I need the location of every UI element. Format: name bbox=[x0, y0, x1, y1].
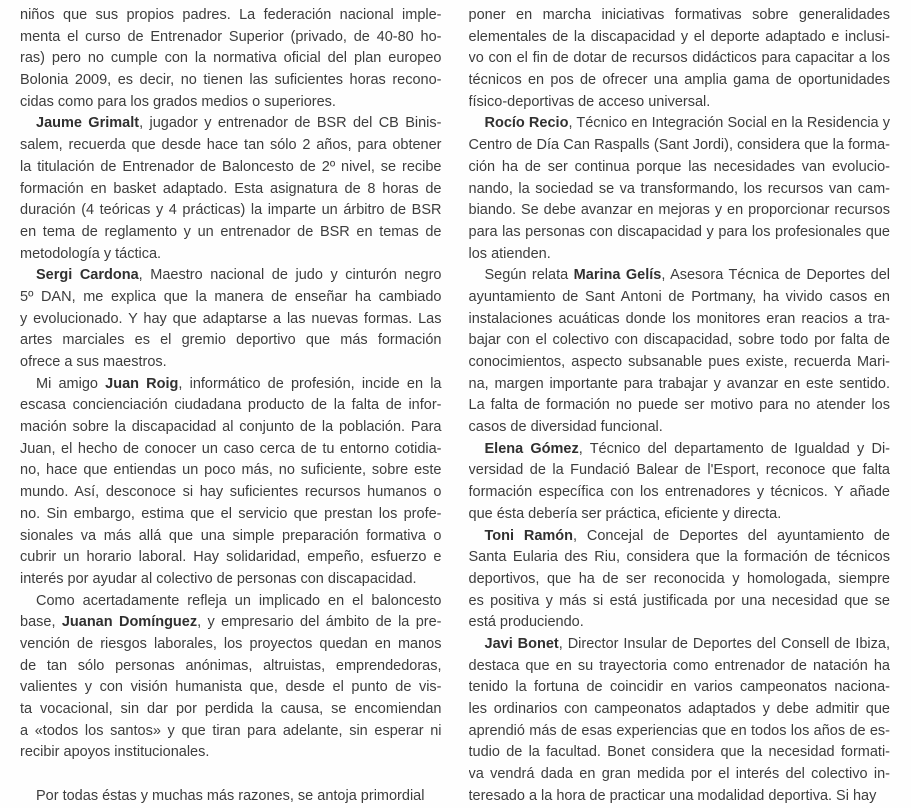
text-line bbox=[469, 200, 891, 222]
text-run: es positiva y más si está justificada por una necesidad que se bbox=[468, 592, 890, 609]
person-name: Javi Bonet bbox=[484, 635, 559, 652]
text-line bbox=[469, 526, 891, 548]
text-line bbox=[20, 482, 442, 504]
text-line bbox=[20, 504, 442, 526]
text-run: versidad de la Fundació Balear de l'Esport, reconoce que falta bbox=[468, 462, 890, 479]
text-line bbox=[20, 547, 442, 569]
text-run: no, hace que entiendas un poco más, no suficiente, sobre este bbox=[20, 462, 442, 479]
text-line bbox=[20, 721, 442, 743]
text-line bbox=[20, 634, 442, 656]
text-line bbox=[20, 526, 442, 548]
text-run: cubrir un horario laboral. Hay solidaridad, empeño, esfuerzo e bbox=[20, 549, 442, 566]
text-run: formación específica con los entrenadores y técnicos. Y añade bbox=[468, 484, 890, 501]
text-line bbox=[20, 27, 442, 49]
text-run: la titulación de Entrenador de Baloncesto de 2º nivel, se recibe bbox=[20, 158, 442, 175]
text-run: duración (4 teóricas y 4 prácticas) la imparte un árbitro de BSR bbox=[20, 202, 442, 219]
text-run: Como acertadamente refleja un implicado en el baloncesto bbox=[36, 592, 442, 609]
text-run: elementales de la discapacidad y el deporte adaptado e inclusi- bbox=[468, 28, 890, 45]
text-run: les ordinarios con campeonatos adaptados y debe admitir que bbox=[468, 701, 890, 717]
text-run: deportivos, que ha de ser reconocida y homologada, siempre bbox=[468, 570, 890, 587]
text-line bbox=[20, 374, 442, 396]
text-line bbox=[469, 374, 891, 396]
text-line bbox=[469, 417, 891, 439]
text-line bbox=[469, 569, 891, 591]
text-line bbox=[20, 92, 442, 114]
text-line bbox=[20, 287, 442, 309]
text-run: , y empresario del ámbito de la pre- bbox=[197, 614, 442, 631]
text-run: vención de riesgos laborales, los proyectos quedan en manos bbox=[20, 635, 442, 652]
text-line bbox=[20, 200, 442, 222]
text-run: no. Sin embargo, estima que el servicio que prestan los profe- bbox=[20, 505, 442, 522]
text-line bbox=[20, 612, 442, 634]
text-run: está produciendo. bbox=[468, 614, 584, 631]
text-line bbox=[469, 352, 891, 374]
text-line bbox=[469, 591, 891, 613]
text-run: , Maestro nacional de judo y cinturón negro bbox=[138, 267, 442, 284]
text-line bbox=[20, 460, 442, 482]
text-run: formación en basket adaptado. Esta asignatura de 8 horas de bbox=[20, 180, 442, 197]
person-name: Elena Gómez bbox=[484, 440, 579, 457]
text-run: ayuntamiento de Sant Antoni de Portmany, ha vivido casos en bbox=[468, 288, 890, 305]
person-name: Rocío Recio bbox=[484, 115, 569, 132]
text-line bbox=[469, 656, 891, 678]
text-run: interés por ayudar al colectivo de personas con discapacidad. bbox=[20, 570, 417, 587]
text-line bbox=[469, 482, 891, 504]
text-run: Según relata bbox=[484, 267, 574, 284]
paragraph bbox=[20, 265, 442, 373]
text-line bbox=[469, 764, 891, 786]
text-line bbox=[469, 265, 891, 287]
text-run: cidas como para los grados medios o superiores. bbox=[20, 93, 336, 110]
text-run: Juan, el hecho de conocer un caso cerca de tu entorno cotidia- bbox=[20, 440, 442, 457]
text-run: aprendió más de esas experiencias que en todos los años de es- bbox=[468, 722, 890, 739]
text-run: escasa concienciación ciudadana producto de la falta de infor- bbox=[20, 397, 442, 414]
text-line bbox=[20, 135, 442, 157]
text-line bbox=[469, 70, 891, 92]
text-run: casos de diversidad funcional. bbox=[468, 419, 663, 436]
text-run: poner en marcha iniciativas formativas sobre generalidades bbox=[468, 7, 890, 23]
text-run: na, margen importante para trabajar y avanzar en este sentido. bbox=[468, 375, 890, 392]
text-run: tudio de la facultad. Bonet considera que la necesidad formati- bbox=[468, 744, 890, 761]
text-run: técnicos en pos de ofrecer una amplia gama de oportunidades bbox=[468, 72, 890, 89]
text-line bbox=[20, 5, 442, 27]
text-line bbox=[469, 179, 891, 201]
text-run: los atienden. bbox=[468, 245, 551, 262]
text-run: que ésta debería ser práctica, eficiente y directa. bbox=[468, 505, 782, 522]
text-run: ofrece a sus maestros. bbox=[20, 354, 167, 370]
text-line bbox=[469, 677, 891, 699]
text-line bbox=[469, 699, 891, 721]
text-line bbox=[20, 439, 442, 461]
paragraph bbox=[20, 786, 442, 808]
text-run: conocimientos, aspecto subsanable pues existe, recuerda Mari- bbox=[468, 354, 890, 370]
text-run: ta vocacional, sin dar por perdida la causa, se encomiendan bbox=[20, 701, 442, 717]
text-run: para las personas con discapacidad y para los profesionales que bbox=[468, 223, 890, 240]
text-run: instalaciones acuáticas donde los monitores eran reacios a tra- bbox=[468, 310, 890, 327]
text-run: de tan sólo personas anónimas, altruistas, emprendedoras, bbox=[20, 657, 442, 674]
text-line bbox=[20, 656, 442, 678]
text-line bbox=[20, 222, 442, 244]
paragraph bbox=[20, 5, 442, 113]
text-run: recibir apoyos institucionales. bbox=[20, 744, 210, 761]
text-line bbox=[20, 395, 442, 417]
text-line bbox=[469, 92, 891, 114]
person-name: Juanan Domínguez bbox=[61, 614, 198, 631]
text-run: va vendrá dada en gran medida por el interés del colectivo in- bbox=[468, 766, 890, 783]
text-line bbox=[20, 157, 442, 179]
text-run: destaca que en su trayectoria como entrenador de natación ha bbox=[468, 657, 890, 674]
text-line bbox=[20, 265, 442, 287]
text-run: nando, la sociedad se va transformando, los recursos van cam- bbox=[468, 180, 890, 197]
text-line bbox=[469, 157, 891, 179]
text-run: metodología y táctica. bbox=[20, 245, 162, 262]
text-column-right bbox=[469, 5, 891, 808]
text-run: La falta de formación no puede ser motivo para no atender los bbox=[468, 397, 890, 414]
paragraph bbox=[469, 5, 891, 113]
text-run: , Concejal de Deportes del ayuntamiento de bbox=[573, 527, 890, 544]
text-line bbox=[469, 287, 891, 309]
text-line bbox=[20, 569, 442, 591]
text-line bbox=[20, 352, 442, 374]
text-line bbox=[20, 48, 442, 70]
text-line bbox=[469, 742, 891, 764]
paragraph bbox=[469, 526, 891, 634]
text-run: biando. Se debe avanzar en mejoras y en proporcionar recursos bbox=[468, 202, 890, 219]
text-run: mación sobre la discapacidad al conjunto de la población. Para bbox=[20, 419, 442, 436]
text-run: Por todas éstas y muchas más razones, se antoja primordial bbox=[36, 787, 425, 804]
text-run: sionales va más allá que una simple preparación formativa o bbox=[20, 527, 442, 544]
text-run: , informático de profesión, incide en la bbox=[178, 375, 442, 392]
text-run: Mi amigo bbox=[36, 375, 106, 392]
paragraph bbox=[20, 591, 442, 765]
text-line bbox=[469, 504, 891, 526]
text-line bbox=[469, 222, 891, 244]
paragraph bbox=[469, 634, 891, 808]
text-line bbox=[469, 113, 891, 135]
person-name: Juan Roig bbox=[105, 375, 179, 392]
text-line bbox=[20, 699, 442, 721]
text-line bbox=[20, 179, 442, 201]
text-line bbox=[469, 721, 891, 743]
text-run: base, bbox=[20, 614, 62, 631]
text-line bbox=[20, 742, 442, 764]
text-run: y evolucionado. Y hay que adaptarse a las nuevas formas. Las bbox=[20, 310, 442, 327]
text-line bbox=[469, 309, 891, 331]
paragraph bbox=[469, 265, 891, 439]
text-run: , jugador y entrenador de BSR del CB Binis- bbox=[139, 115, 442, 132]
text-line bbox=[469, 634, 891, 656]
paragraph bbox=[20, 374, 442, 591]
text-line bbox=[469, 244, 891, 266]
text-run: físico-deportivas de acceso universal. bbox=[468, 93, 711, 110]
text-line bbox=[20, 677, 442, 699]
text-line bbox=[20, 244, 442, 266]
text-line bbox=[20, 591, 442, 613]
text-run: Santa Eularia des Riu, considera que la formación de técnicos bbox=[468, 549, 890, 566]
text-line bbox=[469, 330, 891, 352]
text-run: menta el curso de Entrenador Superior (privado, de 40-80 ho- bbox=[20, 28, 442, 45]
person-name: Toni Ramón bbox=[484, 527, 574, 544]
text-run: , Técnico en Integración Social en la Residencia y bbox=[568, 115, 890, 132]
text-run: ción ha de ser continua porque las necesidades van evolucio- bbox=[468, 158, 890, 175]
paragraph bbox=[469, 113, 891, 265]
person-name: Marina Gelís bbox=[573, 267, 662, 284]
text-line bbox=[469, 395, 891, 417]
text-line bbox=[469, 5, 891, 27]
text-run: a «todos los santos» y que tiran para adelante, sin esperar ni bbox=[20, 722, 442, 739]
text-run: ras) pero no cumple con la normativa oficial del plan europeo bbox=[20, 50, 442, 67]
text-run: valientes y con visión humanista que, desde el punto de vis- bbox=[20, 679, 442, 696]
text-run: Bolonia 2009, es decir, no tienen las suficientes horas recono- bbox=[20, 72, 442, 89]
text-column-left bbox=[20, 5, 442, 808]
text-run: artes marciales es el gremio deportivo que más formación bbox=[20, 332, 442, 349]
text-line bbox=[20, 70, 442, 92]
text-line bbox=[20, 786, 442, 808]
text-line bbox=[469, 547, 891, 569]
text-run: teresado a la hora de practicar una modalidad deportiva. Si hay bbox=[468, 787, 877, 804]
text-run: mundo. Así, desconoce si hay suficientes recursos humanos o bbox=[20, 484, 442, 501]
person-name: Sergi Cardona bbox=[36, 267, 139, 284]
text-run: tenido la fortuna de coincidir en varios campeonatos naciona- bbox=[468, 679, 890, 696]
text-run: en tema de reglamento y un entrenador de BSR en temas de bbox=[20, 223, 442, 240]
text-line bbox=[469, 612, 891, 634]
text-run: niños que sus propios padres. La federación nacional imple- bbox=[20, 7, 442, 23]
text-run: 5º DAN, me explica que la manera de enseñar ha cambiado bbox=[20, 288, 442, 305]
text-line bbox=[469, 27, 891, 49]
text-run: vo con el fin de dotar de recursos didácticos para capacitar a los bbox=[468, 50, 890, 67]
text-run: bajar con el colectivo con discapacidad, sobre todo por falta de bbox=[468, 332, 890, 349]
text-line bbox=[469, 48, 891, 70]
text-line bbox=[20, 113, 442, 135]
text-line bbox=[469, 786, 891, 808]
text-line bbox=[20, 309, 442, 331]
text-line bbox=[20, 417, 442, 439]
person-name: Jaume Grimalt bbox=[36, 115, 140, 132]
text-run: Centro de Día Can Raspalls (Sant Jordi), considera que la forma- bbox=[468, 137, 890, 154]
paragraph bbox=[20, 113, 442, 265]
text-line bbox=[469, 439, 891, 461]
text-run: , Técnico del departamento de Igualdad y Di- bbox=[578, 440, 890, 457]
text-run: salem, recuerda que desde hace tan sólo 2 años, para obtener bbox=[20, 137, 442, 154]
text-line bbox=[469, 135, 891, 157]
text-run: , Asesora Técnica de Deportes del bbox=[661, 267, 890, 284]
paragraph bbox=[469, 439, 891, 526]
text-run: , Director Insular de Deportes del Consell de Ibiza, bbox=[558, 635, 890, 652]
text-line bbox=[20, 330, 442, 352]
text-line bbox=[469, 460, 891, 482]
